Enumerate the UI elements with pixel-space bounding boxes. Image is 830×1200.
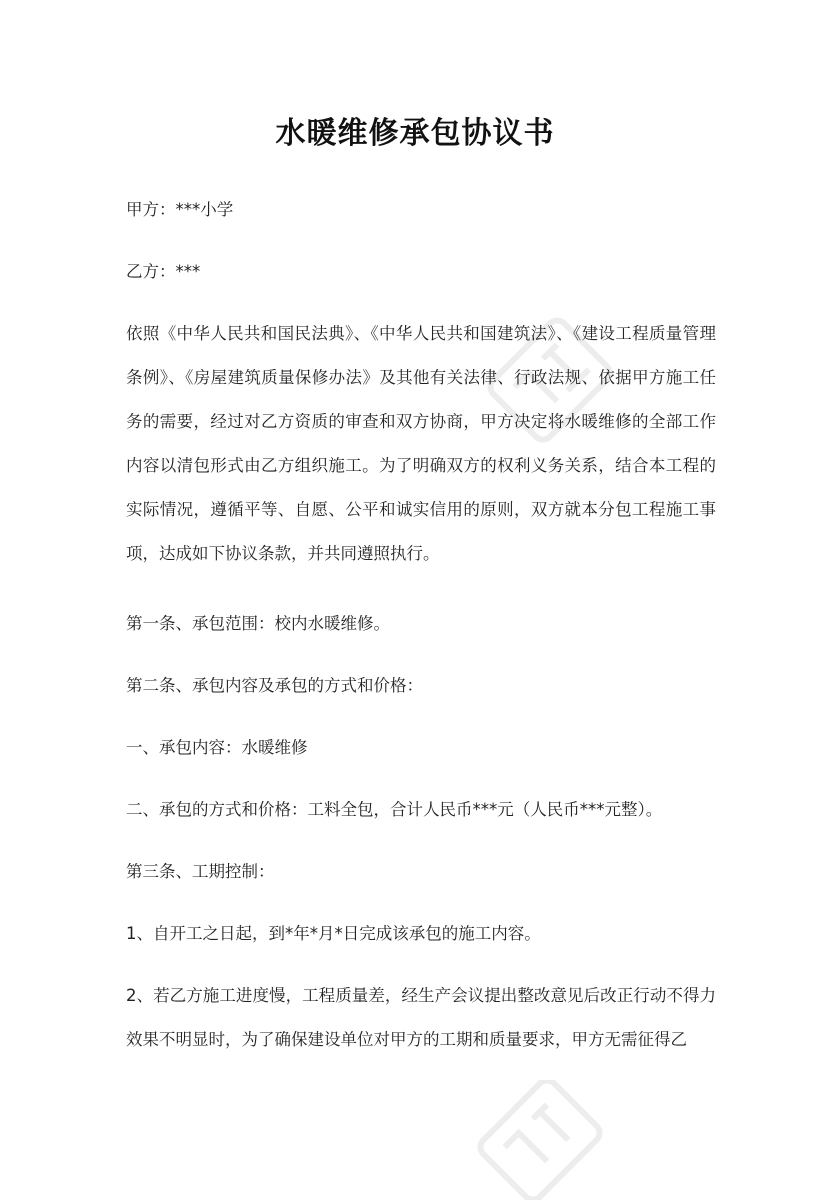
article-1: 第一条、承包范围：校内水暖维修。 <box>126 614 390 633</box>
article-3-item-2: 2、若乙方施工进度慢，工程质量差，经生产会议提出整改意见后改正行动不得力效果不明显时，为了确保建设单位对甲方的工期和质量要求，甲方无需征得乙 <box>126 986 716 1049</box>
article-2: 第二条、承包内容及承包的方式和价格： <box>126 676 423 695</box>
party-b: 乙方：*** <box>126 262 201 281</box>
article-3-item-1: 1、自开工之日起，到*年*月*日完成该承包的施工内容。 <box>126 924 541 943</box>
party-a: 甲方：***小学 <box>126 200 234 219</box>
article-3: 第三条、工期控制： <box>126 862 275 881</box>
article-2-item-2: 二、承包的方式和价格：工料全包，合计人民币***元（人民币***元整）。 <box>126 800 663 819</box>
watermark-logo-icon <box>460 1080 620 1200</box>
article-2-item-1: 一、承包内容：水暖维修 <box>126 738 308 757</box>
document-title: 水暖维修承包协议书 <box>275 116 555 151</box>
document-body <box>126 188 716 1088</box>
intro-paragraph: 依照《中华人民共和国民法典》、《中华人民共和国建筑法》、《建设工程质量管理条例》、《房屋建筑质量保修办法》及其他有关法律、行政法规、依据甲方施工任务的需要，经过对乙方资质的审查和双方协商，甲方决定将水暖维修的全部工作内容以清包形式由乙方组织施工。为了明确双方的权利义务关系，结合本工程的实际情况，遵循平等、自愿、公平和诚实信用的原则，双方就本分包工程施工事项，达成如下协议条款，并共同遵照执行。 <box>126 324 716 563</box>
